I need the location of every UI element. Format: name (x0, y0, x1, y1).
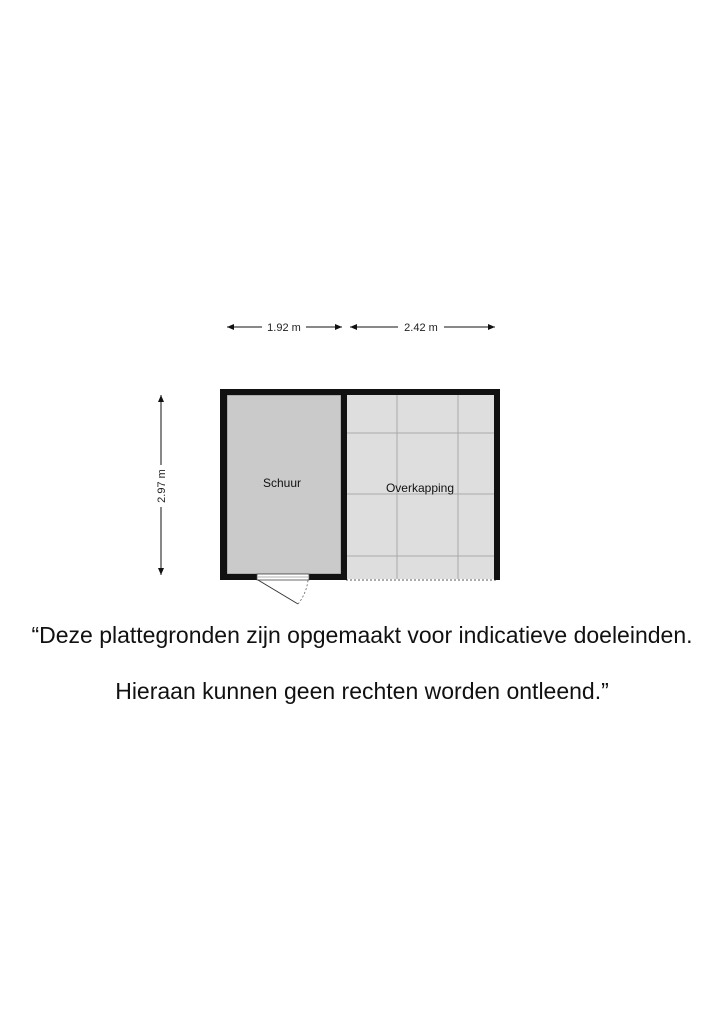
dimension-label-schuur-width: 1.92 m (267, 322, 301, 334)
room-label-overkapping: Overkapping (385, 481, 455, 495)
disclaimer-line-2: Hieraan kunnen geen rechten worden ontleend.” (115, 678, 609, 704)
schuur-room (227, 395, 341, 574)
dimension-label-overkapping-width: 2.42 m (404, 322, 438, 334)
dimension-depth (156, 395, 168, 575)
room-label-schuur: Schuur (262, 476, 302, 490)
dimension-label-depth: 2.97 m (156, 469, 168, 503)
dimension-width-overkapping (350, 322, 495, 334)
disclaimer-line-1: “Deze plattegronden zijn opgemaakt voor indicatieve doeleinden. (31, 622, 693, 648)
overkapping-area (346, 395, 497, 580)
dimension-width-schuur (227, 322, 342, 334)
door (257, 574, 309, 604)
